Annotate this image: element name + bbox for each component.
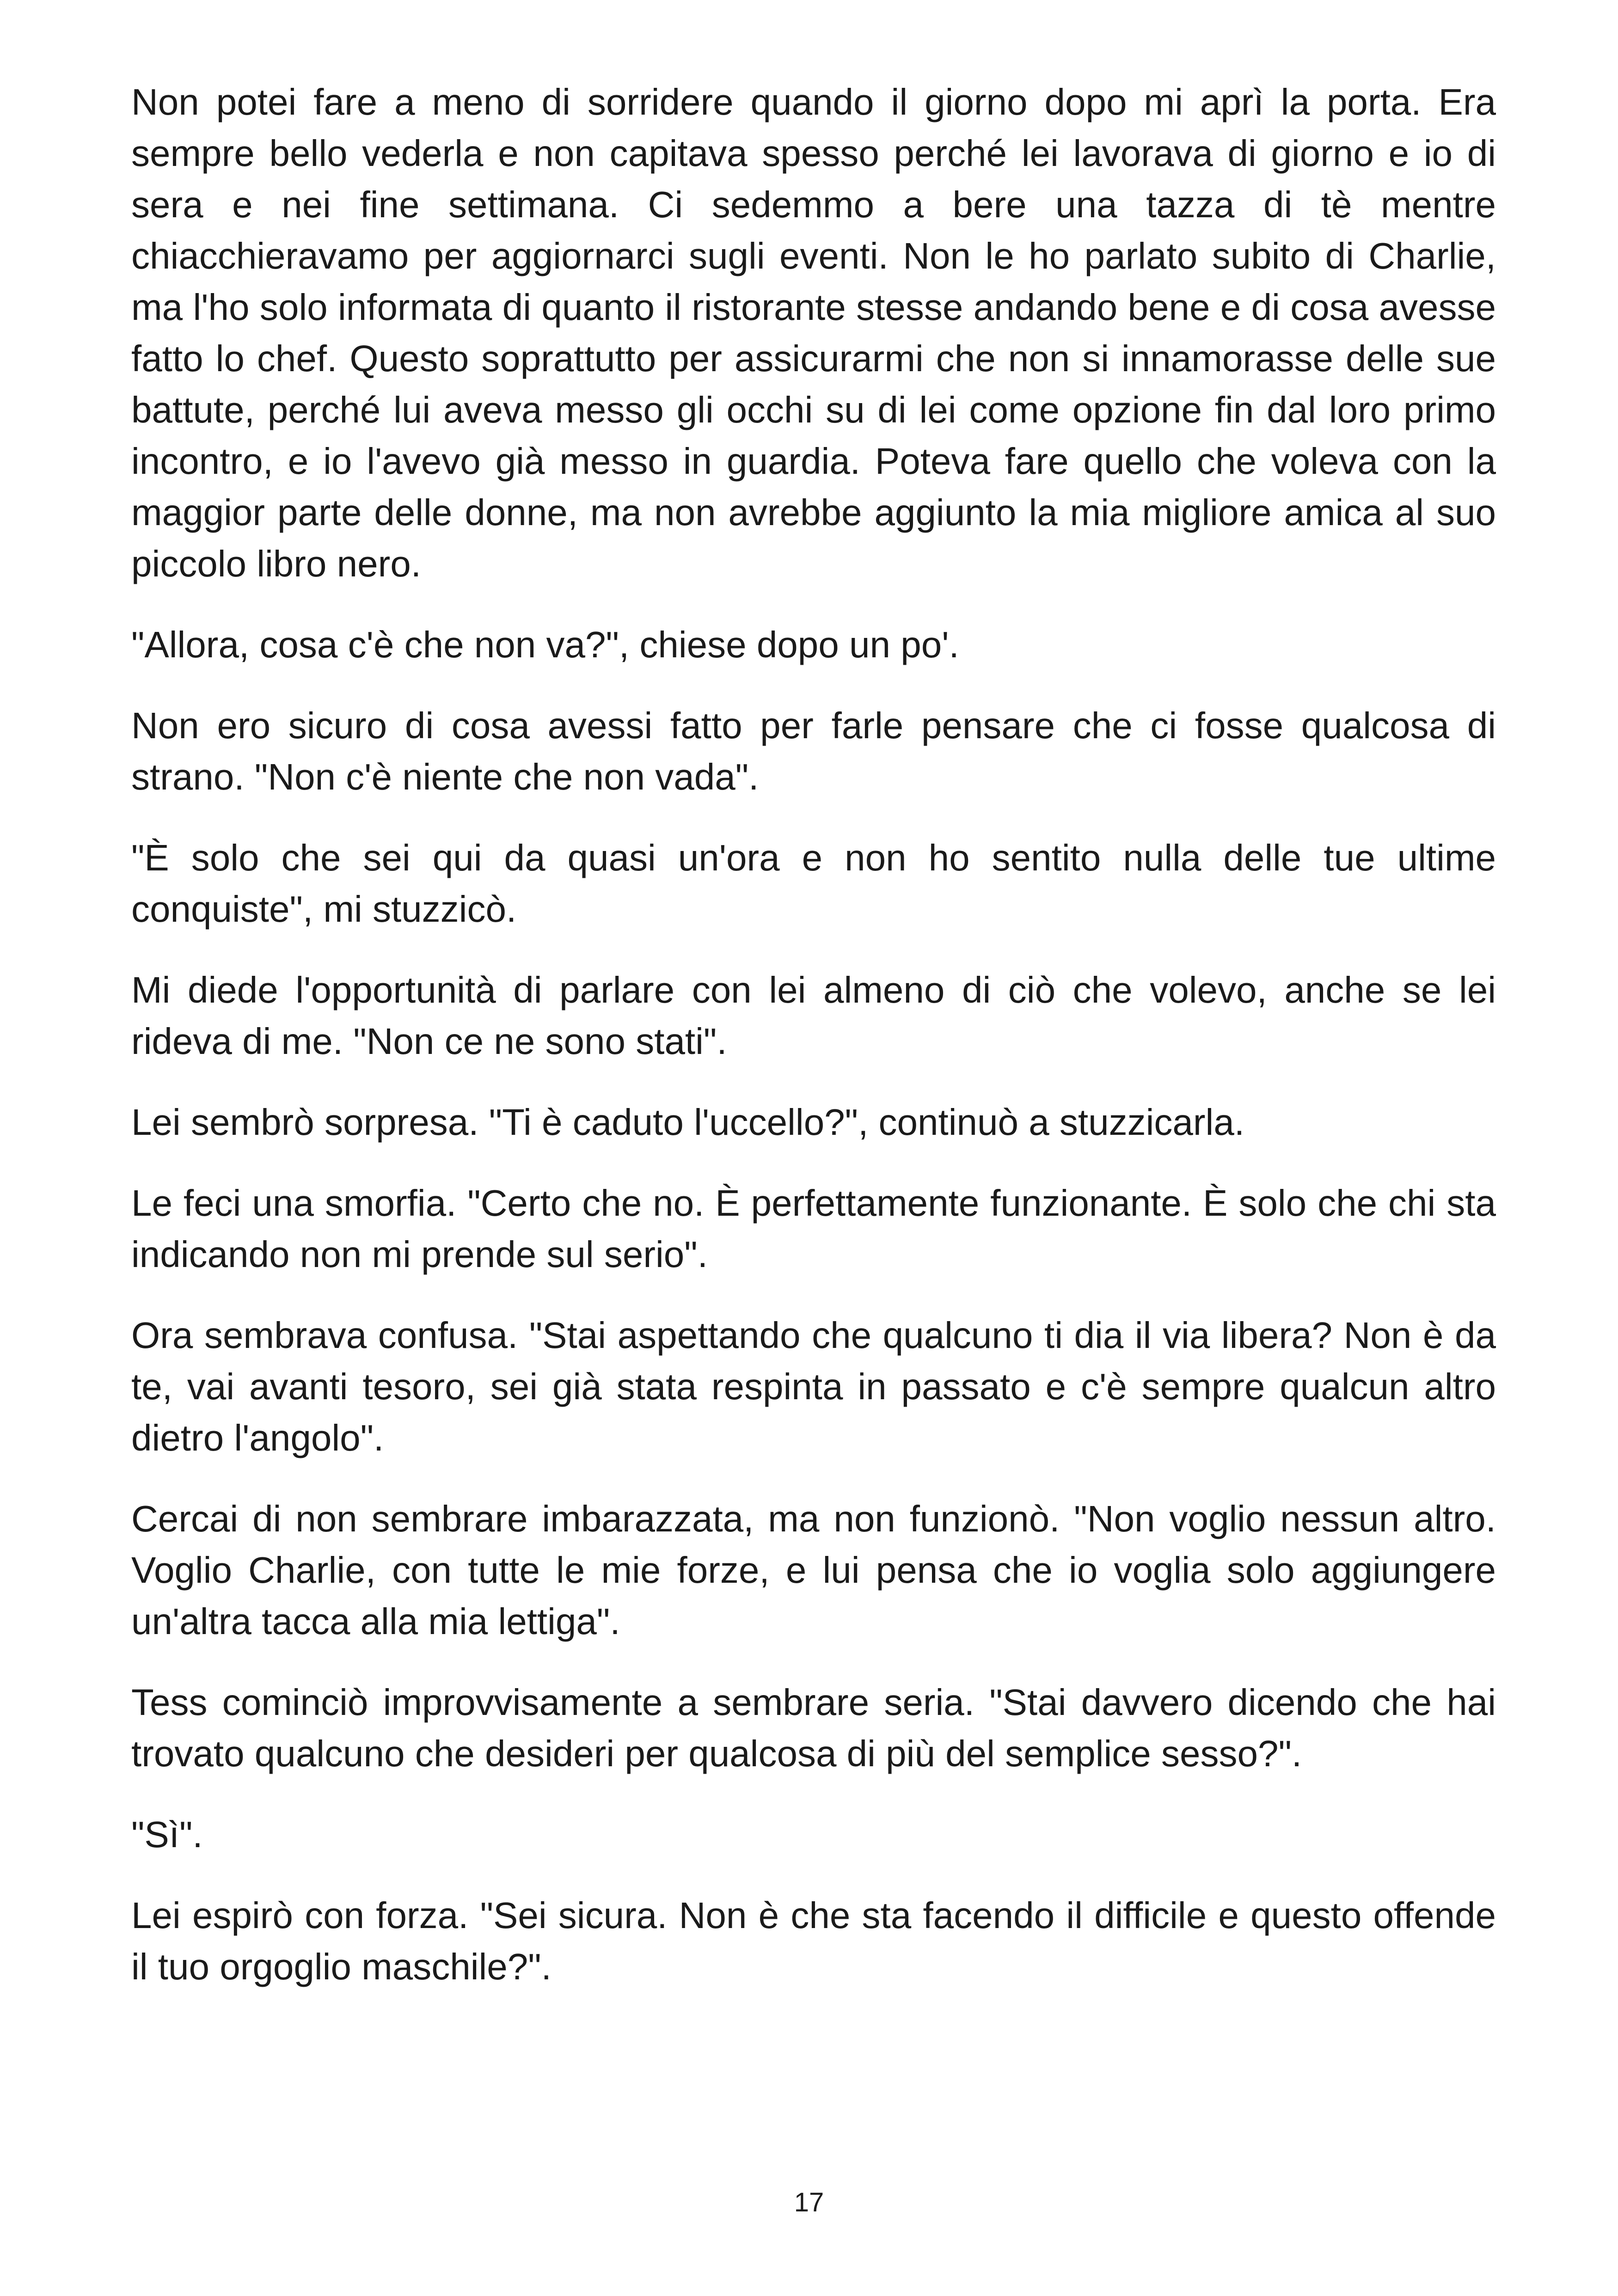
paragraph-1: Non potei fare a meno di sorridere quando il giorno dopo mi aprì la porta. Era sempre bello vederla e non capitava spesso perché lei lavorava di giorno e io di sera e nei fine settimana. Ci sedemmo a bere una tazza di tè mentre chiacchieravamo per aggiornarci sugli eventi. Non le ho parlato subito di Charlie, ma l'ho solo informata di quanto il ristorante stesse andando bene e di cosa avesse fatto lo chef. Questo soprattutto per assicurarmi che non si innamorasse delle sue battute, perché lui aveva messo gli occhi su di lei come opzione fin dal loro primo incontro, e io l'avevo già messo in guardia. Poteva fare quello che voleva con la maggior parte delle donne, ma non avrebbe aggiunto la mia migliore amica al suo piccolo libro nero. [131,81,1496,584]
paragraph-8: Ora sembrava confusa. "Stai aspettando che qualcuno ti dia il via libera? Non è da te, vai avanti tesoro, sei già stata respinta in passato e c'è sempre qualcun altro dietro l'angolo". [131,1315,1496,1458]
paragraph-10: Tess cominciò improvvisamente a sembrare seria. "Stai davvero dicendo che hai trovato qualcuno che desideri per qualcosa di più del semplice sesso?". [131,1682,1496,1774]
paragraph-11: "Sì". [131,1814,203,1855]
body-text [131,76,1496,2022]
paragraph-7: Le feci una smorfia. "Certo che no. È perfettamente funzionante. È solo che chi sta indicando non mi prende sul serio". [131,1182,1496,1275]
paragraph-6: Lei sembrò sorpresa. "Ti è caduto l'uccello?", continuò a stuzzicarla. [131,1102,1245,1143]
page-number: 17 [794,2187,824,2217]
paragraph-9: Cercai di non sembrare imbarazzata, ma non funzionò. "Non voglio nessun altro. Voglio Charlie, con tutte le mie forze, e lui pensa che io voglia solo aggiungere un'altra tacca alla mia lettiga". [131,1498,1496,1642]
paragraph-3: Non ero sicuro di cosa avessi fatto per farle pensare che ci fosse qualcosa di strano. "Non c'è niente che non vada". [131,705,1496,797]
paragraph-12: Lei espirò con forza. "Sei sicura. Non è che sta facendo il difficile e questo offende il tuo orgoglio maschile?". [131,1895,1496,1987]
paragraph-5: Mi diede l'opportunità di parlare con lei almeno di ciò che volevo, anche se lei rideva di me. "Non ce ne sono stati". [131,969,1496,1062]
paragraph-4: "È solo che sei qui da quasi un'ora e non ho sentito nulla delle tue ultime conquiste", mi stuzzicò. [131,837,1496,930]
paragraph-2: "Allora, cosa c'è che non va?", chiese dopo un po'. [131,624,959,665]
